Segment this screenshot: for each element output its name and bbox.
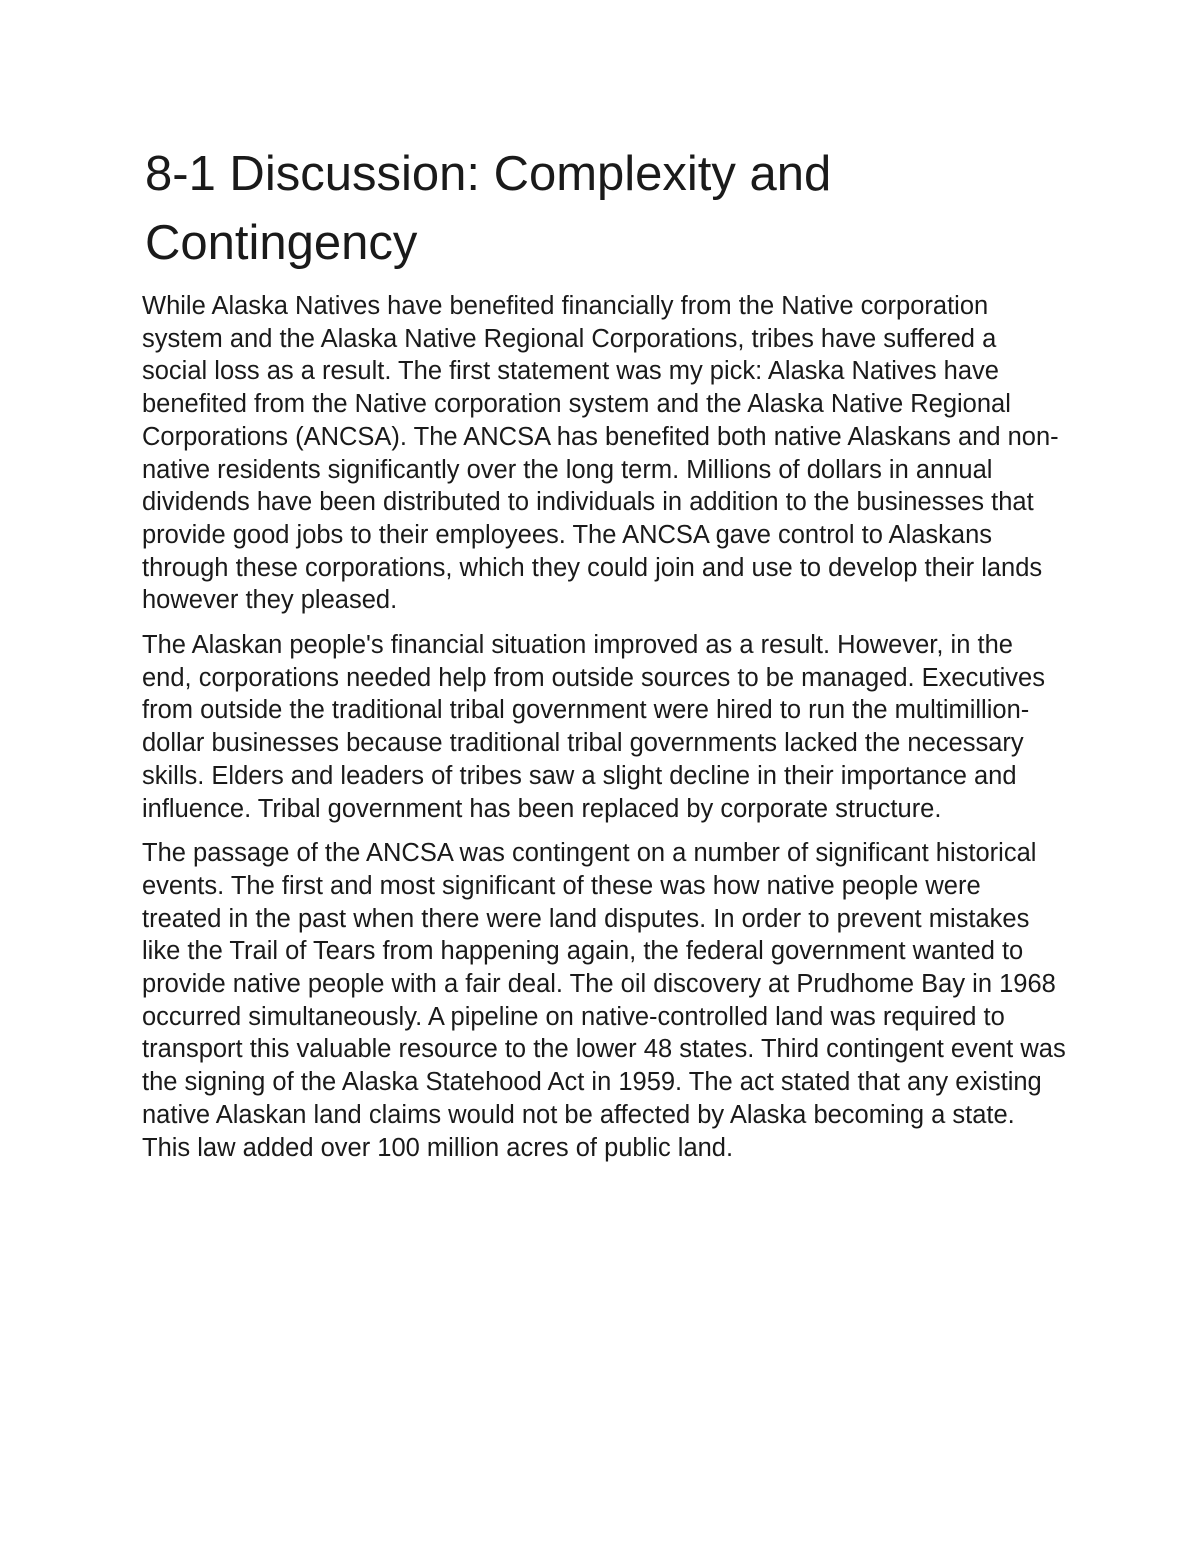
document-title: 8-1 Discussion: Complexity and Contingency [145,147,832,270]
paragraph-2: The Alaskan people's financial situation improved as a result. However, in the end, corporations needed help from outside sources to be managed. Executives from outside the traditional tribal government were hired to run the multimillion-dollar businesses because traditional tribal governments lacked the necessary skills. Elders and leaders of tribes saw a slight decline in their importance and influence. Tribal government has been replaced by corporate structure. [142,631,1045,823]
paragraph-3: The passage of the ANCSA was contingent on a number of significant historical events. The first and most significant of these was how native people were treated in the past when there were land disputes. In order to prevent mistakes like the Trail of Tears from happening again, the federal government wanted to provide native people with a fair deal. The oil discovery at Prudhome Bay in 1968 occurred simultaneously. A pipeline on native-controlled land was required to transport this valuable resource to the lower 48 states. Third contingent event was the signing of the Alaska Statehood Act in 1959. The act stated that any existing native Alaskan land claims would not be affected by Alaska becoming a state. This law added over 100 million acres of public land. [142,839,1066,1162]
paragraph-1: While Alaska Natives have benefited financially from the Native corporation system and the Alaska Native Regional Corporations, tribes have suffered a social loss as a result. The first statement was my pick: Alaska Natives have benefited from the Native corporation system and the Alaska Native Regional Corporations (ANCSA). The ANCSA has benefited both native Alaskans and non-native residents significantly over the long term. Millions of dollars in annual dividends have been distributed to individuals in addition to the businesses that provide good jobs to their employees. The ANCSA gave control to Alaskans through these corporations, which they could join and use to develop their lands however they pleased. [142,292,1059,615]
document-body [142,140,1067,1176]
